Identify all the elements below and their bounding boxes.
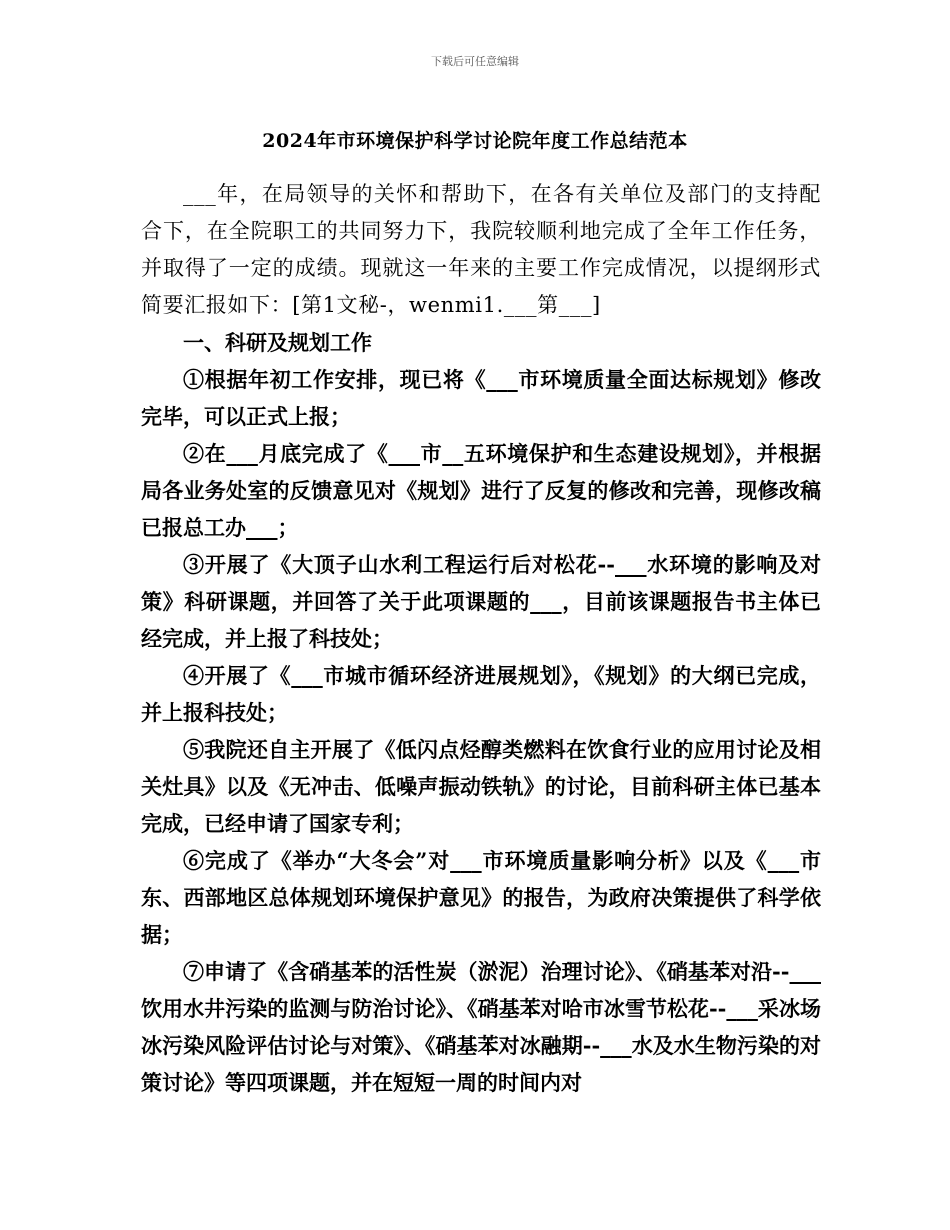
section-heading: 一、科研及规划工作 bbox=[183, 330, 372, 355]
document-body bbox=[141, 176, 821, 1101]
list-item: ⑦申请了《含硝基苯的活性炭（淤泥）治理讨论》、《硝基苯对沿--___饮用水井污染的监测与防治讨论》、《硝基苯对哈市冰雪节松花--___采冰场冰污染风险评估讨论与对策》、《硝基苯对冰融期--___水及水生物污染的对策讨论》等四项课题，并在短短一周的时间内对 bbox=[141, 959, 821, 1095]
intro-paragraph: ___年，在局领导的关怀和帮助下，在各有关单位及部门的支持配合下，在全院职工的共同努力下，我院较顺利地完成了全年工作任务，并取得了一定的成绩。现就这一年来的主要工作完成情况，以提纲形式简要汇报如下：[第1文秘-，wenmi1.___第___] bbox=[141, 182, 821, 317]
list-item: ⑥完成了《举办“大冬会”对___市环境质量影响分析》以及《___市东、西部地区总体规划环境保护意见》的报告，为政府决策提供了科学依据； bbox=[141, 848, 821, 947]
list-item: ①根据年初工作安排，现已将《___市环境质量全面达标规划》修改完毕，可以正式上报； bbox=[141, 367, 821, 429]
list-item: ③开展了《大顶子山水利工程运行后对松花--___水环境的影响及对策》科研课题，并回答了关于此项课题的___，目前该课题报告书主体已经完成，并上报了科技处； bbox=[141, 552, 821, 651]
list-item: ④开展了《___市城市循环经济进展规划》，《规划》的大纲已完成，并上报科技处； bbox=[141, 663, 821, 725]
document-title: 2024年市环境保护科学讨论院年度工作总结范本 bbox=[262, 130, 688, 152]
header-note: 下载后可任意编辑 bbox=[431, 55, 519, 68]
list-item: ⑤我院还自主开展了《低闪点烃醇类燃料在饮食行业的应用讨论及相关灶具》以及《无冲击、低噪声振动铁轨》的讨论，目前科研主体已基本完成，已经申请了国家专利； bbox=[141, 737, 821, 836]
list-item: ②在___月底完成了《___市__五环境保护和生态建设规划》，并根据局各业务处室的反馈意见对《规划》进行了反复的修改和完善，现修改稿已报总工办___； bbox=[141, 441, 821, 540]
